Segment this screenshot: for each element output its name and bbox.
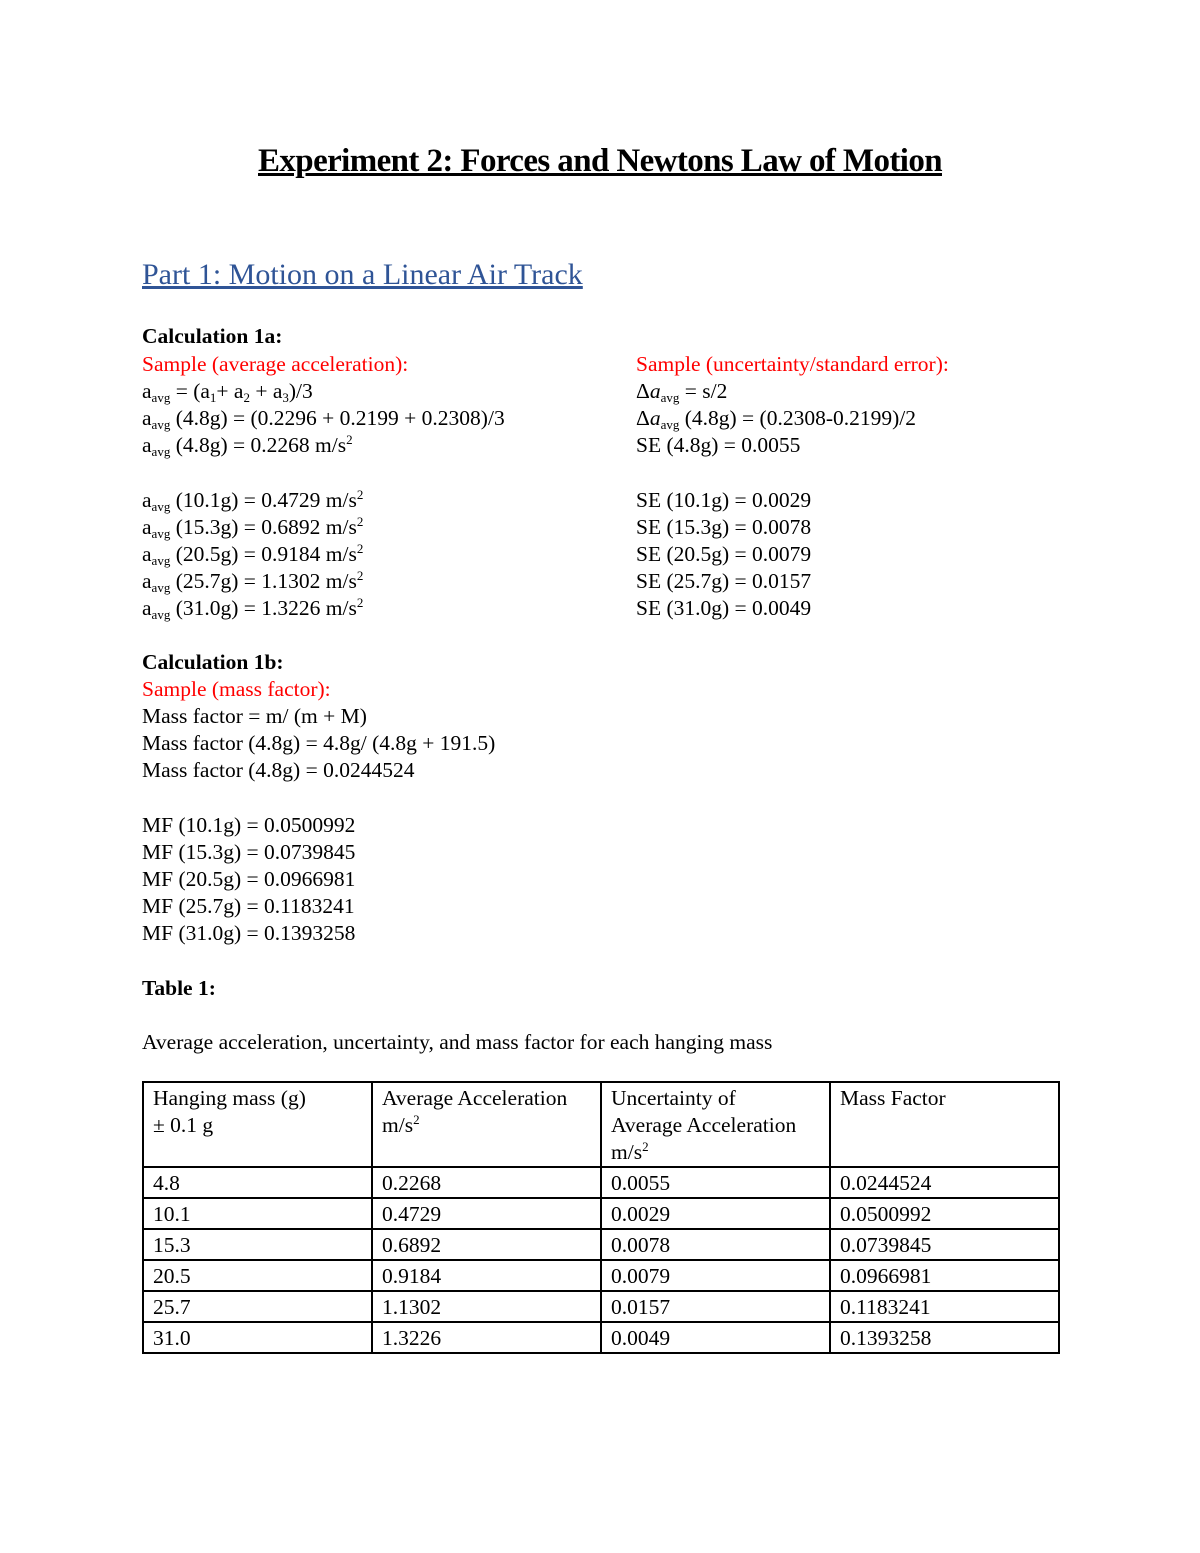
se-row: SE (20.5g) = 0.0079 bbox=[636, 542, 812, 566]
table-row bbox=[143, 1322, 1059, 1353]
header-average-acceleration: Average Acceleration $m/s^2$ bbox=[372, 1082, 601, 1167]
calc1b-heading: Calculation 1b: bbox=[142, 650, 284, 674]
se-sample-label: Sample (uncertainty/standard error): bbox=[636, 352, 949, 376]
table-row bbox=[143, 1260, 1059, 1291]
cell-mass-factor: 0.1183241 bbox=[830, 1291, 1059, 1322]
cell-mass-factor: 0.1393258 bbox=[830, 1322, 1059, 1353]
table1-caption: Average acceleration, uncertainty, and mass factor for each hanging mass bbox=[142, 1030, 773, 1054]
se-row: SE (10.1g) = 0.0029 bbox=[636, 488, 812, 512]
results-table bbox=[142, 1081, 1060, 1354]
mf-row: MF (15.3g) = 0.0739845 bbox=[142, 840, 356, 864]
cell-mass-factor: 0.0244524 bbox=[830, 1167, 1059, 1198]
cell-mass-factor: 0.0739845 bbox=[830, 1229, 1059, 1260]
mf-row: MF (31.0g) = 0.1393258 bbox=[142, 921, 356, 945]
mf-row: MF (20.5g) = 0.0966981 bbox=[142, 867, 356, 891]
cell-hanging-mass: 4.8 bbox=[143, 1167, 372, 1198]
table1-heading: Table 1: bbox=[142, 976, 216, 1000]
cell-uncertainty: 0.0029 bbox=[601, 1198, 830, 1229]
se-row: SE (15.3g) = 0.0078 bbox=[636, 515, 812, 539]
cell-average-acceleration: 0.4729 bbox=[372, 1198, 601, 1229]
cell-uncertainty: 0.0049 bbox=[601, 1322, 830, 1353]
cell-hanging-mass: 15.3 bbox=[143, 1229, 372, 1260]
cell-average-acceleration: 0.6892 bbox=[372, 1229, 601, 1260]
mass-factor-result: Mass factor (4.8g) = 0.0244524 bbox=[142, 758, 415, 782]
header-uncertainty: Uncertainty of Average Acceleration $m/s^2$ bbox=[601, 1082, 830, 1167]
se-48-expression: $\Delta a_{avg}$ (4.8g) = (0.2308-0.2199)/2 bbox=[636, 406, 917, 432]
se-48-result: SE (4.8g) = 0.0055 bbox=[636, 433, 801, 457]
table-header-row bbox=[143, 1082, 1059, 1167]
avg-row: $a_{avg}$ (15.3g) = 0.6892 $m/s^2$ bbox=[142, 514, 364, 541]
cell-average-acceleration: 1.1302 bbox=[372, 1291, 601, 1322]
avg-48-expression: $a_{avg}$ (4.8g) = (0.2296 + 0.2199 + 0.2308)/3 bbox=[142, 406, 505, 432]
avg-row: $a_{avg}$ (10.1g) = 0.4729 $m/s^2$ bbox=[142, 487, 364, 514]
cell-hanging-mass: 31.0 bbox=[143, 1322, 372, 1353]
avg-48-result: $a_{avg}$ (4.8g) = 0.2268 $m/s^2$ bbox=[142, 432, 353, 459]
cell-hanging-mass: 10.1 bbox=[143, 1198, 372, 1229]
cell-average-acceleration: 0.9184 bbox=[372, 1260, 601, 1291]
cell-hanging-mass: 25.7 bbox=[143, 1291, 372, 1322]
cell-uncertainty: 0.0157 bbox=[601, 1291, 830, 1322]
mass-factor-formula: Mass factor = m/ (m + M) bbox=[142, 704, 367, 728]
part-heading: Part 1: Motion on a Linear Air Track bbox=[142, 258, 583, 291]
calc1a-heading: Calculation 1a: bbox=[142, 324, 283, 348]
cell-mass-factor: 0.0966981 bbox=[830, 1260, 1059, 1291]
cell-hanging-mass: 20.5 bbox=[143, 1260, 372, 1291]
cell-uncertainty: 0.0055 bbox=[601, 1167, 830, 1198]
cell-uncertainty: 0.0079 bbox=[601, 1260, 830, 1291]
header-hanging-mass: Hanging mass (g) ± 0.1 g bbox=[143, 1082, 372, 1167]
mf-row: MF (10.1g) = 0.0500992 bbox=[142, 813, 356, 837]
table-row bbox=[143, 1198, 1059, 1229]
table-row bbox=[143, 1167, 1059, 1198]
avg-row: $a_{avg}$ (31.0g) = 1.3226 $m/s^2$ bbox=[142, 595, 364, 622]
cell-mass-factor: 0.0500992 bbox=[830, 1198, 1059, 1229]
avg-row: $a_{avg}$ (25.7g) = 1.1302 $m/s^2$ bbox=[142, 568, 364, 595]
table-row bbox=[143, 1229, 1059, 1260]
avg-sample-label: Sample (average acceleration): bbox=[142, 352, 409, 376]
avg-formula: $a_{avg} = (a_1+ a_2 + a_3)/3$ bbox=[142, 379, 313, 405]
cell-average-acceleration: 0.2268 bbox=[372, 1167, 601, 1198]
cell-average-acceleration: 1.3226 bbox=[372, 1322, 601, 1353]
mf-row: MF (25.7g) = 0.1183241 bbox=[142, 894, 355, 918]
cell-uncertainty: 0.0078 bbox=[601, 1229, 830, 1260]
document-title: Experiment 2: Forces and Newtons Law of Motion bbox=[258, 143, 942, 179]
mass-factor-sample-label: Sample (mass factor): bbox=[142, 677, 331, 701]
header-mass-factor: Mass Factor bbox=[830, 1082, 1059, 1167]
se-row: SE (25.7g) = 0.0157 bbox=[636, 569, 812, 593]
se-formula: $\Delta a_{avg} = s/2$ bbox=[636, 379, 728, 405]
se-row: SE (31.0g) = 0.0049 bbox=[636, 596, 812, 620]
mass-factor-expression: Mass factor (4.8g) = 4.8g/ (4.8g + 191.5) bbox=[142, 731, 496, 755]
avg-row: $a_{avg}$ (20.5g) = 0.9184 $m/s^2$ bbox=[142, 541, 364, 568]
table-row bbox=[143, 1291, 1059, 1322]
